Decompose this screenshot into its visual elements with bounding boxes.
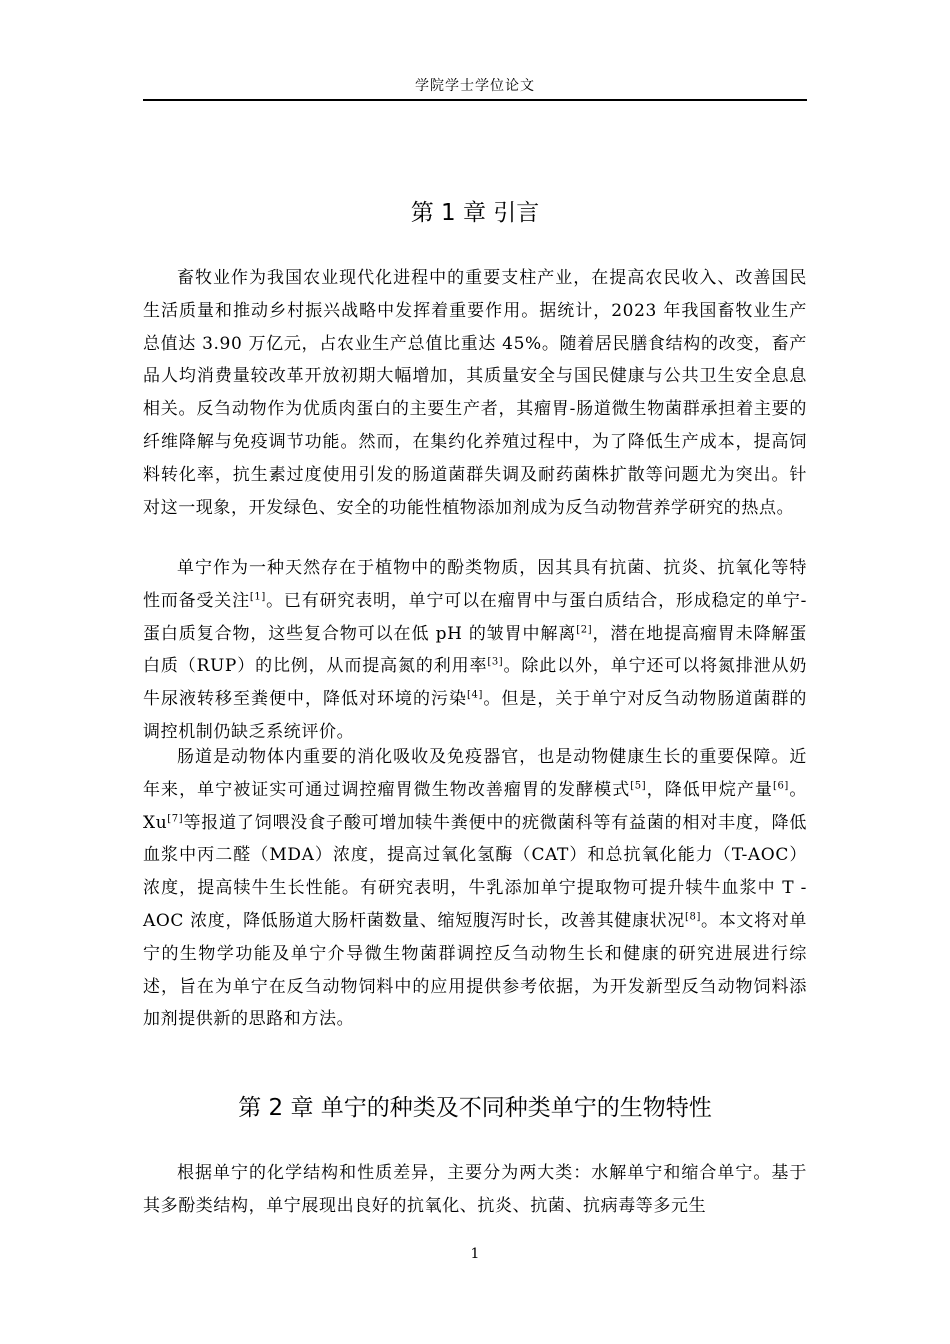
citation-3: [3] [487, 656, 504, 668]
header-rule [143, 99, 807, 101]
chapter-1-paragraph-3 [143, 741, 807, 1036]
citation-4: [4] [467, 689, 483, 701]
citation-5: [5] [630, 780, 647, 792]
running-header: 学院学士学位论文 [415, 78, 535, 94]
text-segment: 。Xu [143, 779, 807, 833]
citation-8: [8] [684, 911, 701, 923]
citation-1: [1] [249, 591, 266, 603]
citation-7: [7] [167, 812, 184, 824]
text-segment: ，降低甲烷产量 [646, 779, 773, 800]
chapter-2-paragraph-1: 根据单宁的化学结构和性质差异，主要分为两大类：水解单宁和缩合单宁。基于其多酚类结构，单宁展现出良好的抗氧化、抗炎、抗菌、抗病毒等多元生 [143, 1163, 807, 1216]
chapter-2-title: 第 2 章 单宁的种类及不同种类单宁的生物特性 [238, 1095, 712, 1121]
text-segment: 等报道了饲喂没食子酸可增加犊牛粪便中的疣微菌科等有益菌的相对丰度，降低血浆中丙二醛（MDA）浓度，提高过氧化氢酶（CAT）和总抗氧化能力（T-AOC）浓度，提高犊牛生长性能。有研究表明，牛乳添加单宁提取物可提升犊牛血浆中 T - AOC 浓度，降低肠道大肠杆菌数量、缩短腹泻时长，改善其健康状况 [143, 812, 807, 931]
text-segment: 。已有研究表明，单宁可以在瘤胃中与蛋白质结合，形成稳定的单宁-蛋白质复合物，这些复合物可以在低 pH 的皱胃中解离 [143, 590, 808, 644]
text-segment: 。本文将对单宁的生物学功能及单宁介导微生物菌群调控反刍动物生长和健康的研究进展进行综述，旨在为单宁在反刍动物饲料中的应用提供参考依据，为开发新型反刍动物饲料添加剂提供新的思路和方法。 [143, 910, 807, 1030]
page-number: 1 [470, 1246, 480, 1262]
citation-2: [2] [576, 623, 593, 635]
chapter-1-paragraph-2 [143, 552, 807, 749]
text-segment: 。但是，关于单宁对反刍动物肠道菌群的调控机制仍缺乏系统评价。 [143, 689, 807, 742]
text-segment: 。除此以外，单宁还可以将氮排泄从奶牛尿液转移至粪便中，降低对环境的污染 [143, 656, 807, 710]
chapter-1-paragraph-1: 畜牧业作为我国农业现代化进程中的重要支柱产业，在提高农民收入、改善国民生活质量和推动乡村振兴战略中发挥着重要作用。据统计，2023 年我国畜牧业生产总值达 3.90 万亿元，占农业生产总值比重达 45%。随着居民膳食结构的改变，畜产品人均消费量较改革开放初期大幅增加，其质量安全与国民健康与公共卫生安全息息相关。反刍动物作为优质肉蛋白的主要生产者，其瘤胃-肠道微生物菌群承担着主要的纤维降解与免疫调节功能。然而，在集约化养殖过程中，为了降低生产成本，提高饲料转化率，抗生素过度使用引发的肠道菌群失调及耐药菌株扩散等问题尤为突出。针对这一现象，开发绿色、安全的功能性植物添加剂成为反刍动物营养学研究的热点。 [143, 268, 807, 518]
text-segment: 单宁作为一种天然存在于植物中的酚类物质，因其具有抗菌、抗炎、抗氧化等特性而备受关注 [143, 558, 807, 611]
citation-6: [6] [772, 780, 789, 792]
text-segment: 肠道是动物体内重要的消化吸收及免疫器官，也是动物健康生长的重要保障。近年来，单宁被证实可通过调控瘤胃微生物改善瘤胃的发酵模式 [143, 747, 807, 800]
chapter-1-title: 第 1 章 引言 [410, 200, 540, 226]
text-segment: ，潜在地提高瘤胃未降解蛋白质（RUP）的比例，从而提高氮的利用率 [143, 623, 807, 677]
